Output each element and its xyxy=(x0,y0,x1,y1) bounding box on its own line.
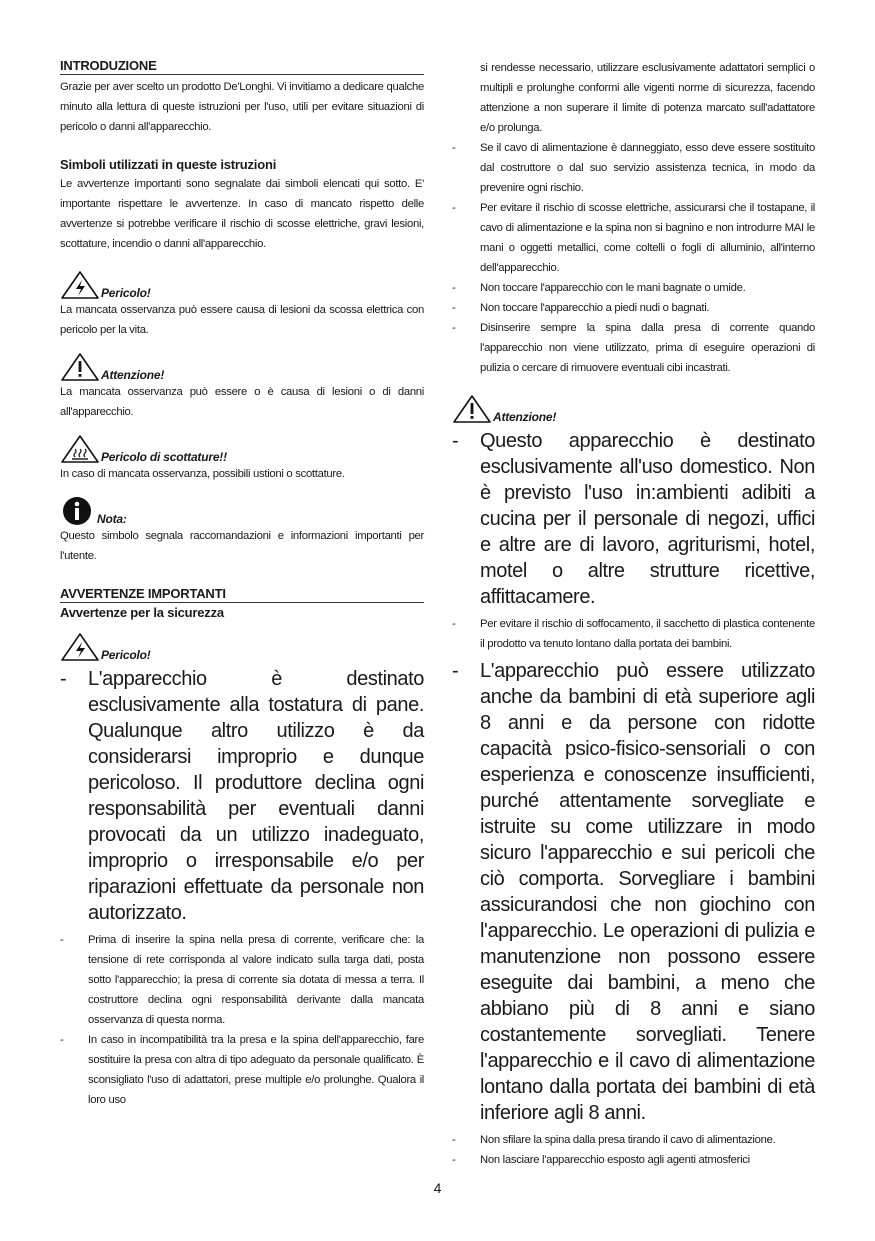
list-item: - Non sfilare la spina dalla presa tirando il cavo di alimentazione. xyxy=(452,1130,815,1150)
intro-paragraph: Grazie per aver scelto un prodotto De'Longhi. Vi invitiamo a dedicare qualche minuto alla lettura di queste istruzioni per l'uso, utili per evitare situazioni di pericolo o danni all'apparecchio. xyxy=(60,81,424,133)
list-item: - Se il cavo di alimentazione è danneggiato, esso deve essere sostituito dal costruttore o dal suo servizio assistenza tecnica, in modo da prevenire ogni rischio. xyxy=(452,138,815,198)
list-item: - Non lasciare l'apparecchio esposto agli agenti atmosferici xyxy=(452,1150,815,1170)
symbol-danger-text: La mancata osservanza può essere causa di lesioni da scossa elettrica con pericolo per la vita. xyxy=(60,304,424,336)
list-item: - Prima di inserire la spina nella presa di corrente, verificare che: la tensione di rete corrisponda al valore indicato sulla targa dati, posta sotto l'apparecchio; la presa di corrente sia dotata di messa a terra. Il costruttore declina ogni responsabilità derivante dalla mancata osservanza di questa norma. xyxy=(60,930,424,1030)
attention-header xyxy=(452,392,815,424)
safety-danger-header xyxy=(60,630,424,662)
symbol-attention-header xyxy=(60,350,424,382)
list-item: - In caso in incompatibilità tra la presa e la spina dell'apparecchio, fare sostituire la presa con altra di tipo adeguato da personale qualificato. È sconsigliato l'uso di adattatori, prese multiple e/o prolunghe. Qualora il loro uso xyxy=(60,1030,424,1110)
left-bullet-list xyxy=(60,666,424,1110)
list-item: - Non toccare l'apparecchio a piedi nudi o bagnati. xyxy=(452,298,815,318)
list-item: - L'apparecchio è destinato esclusivamente alla tostatura di pane. Qualunque altro utilizzo è da considerarsi improprio e dunque pericoloso. Il produttore declina ogni responsabilità per eventuali danni provocati da un utilizzo inadeguato, improprio o irresponsabile e/o per riparazioni effettuate da personale non autorizzato. xyxy=(60,666,424,926)
symbol-danger-header xyxy=(60,268,424,300)
symbols-heading: Simboli utilizzati in queste istruzioni xyxy=(60,157,277,172)
symbols-paragraph: Le avvertenze importanti sono segnalate dai simboli elencati qui sotto. E' importante rispettare le avvertenze. In caso di mancato rispetto delle avvertenze si potrebbe verificare il rischio di scosse elettriche, gravi lesioni, scottature, incendio o danni all'apparecchio. xyxy=(60,178,424,250)
list-item: - Per evitare il rischio di soffocamento, il sacchetto di plastica contenente il prodotto va tenuto lontano dalla portata dei bambini. xyxy=(452,614,815,654)
list-item: - Per evitare il rischio di scosse elettriche, assicurarsi che il tostapane, il cavo di alimentazione e la spina non si bagnino e non introdurre MAI le mani o oggetti metallici, come coltelli o fogli di alluminio, all'interno dell'apparecchio. xyxy=(452,198,815,278)
hot-surface-icon xyxy=(60,434,100,464)
symbol-note-label: Nota: xyxy=(97,512,127,526)
symbol-note-header xyxy=(60,494,424,526)
safety-danger-label: Pericolo! xyxy=(101,648,151,662)
info-icon xyxy=(60,496,96,526)
symbol-attention-label: Attenzione! xyxy=(101,368,165,382)
safety-heading: Avvertenze per la sicurezza xyxy=(60,605,224,620)
symbol-hot-label: Pericolo di scottature!! xyxy=(101,450,227,464)
list-item: - Non toccare l'apparecchio con le mani bagnate o umide. xyxy=(452,278,815,298)
list-item: - L'apparecchio può essere utilizzato anche da bambini di età superiore agli 8 anni e da persone con ridotte capacità psico-fisico-sensoriali o con esperienza e conoscenze insufficienti, purché attentamente sorvegliate e istruite su come utilizzare in modo sicuro l'apparecchio e sui pericoli che ciò comporta. Sorvegliare i bambini assicurandosi che non giochino con l'apparecchio. Le operazioni di pulizia e manutenzione non possono essere eseguite dai bambini, a meno che abbiano più di 8 anni e siano costantemente sorvegliati. Tenere l'apparecchio e il cavo di alimentazione lontano dalla portata dei bambini di età inferiore agli 8 anni. xyxy=(452,658,815,1126)
list-item: - Disinserire sempre la spina dalla presa di corrente quando l'apparecchio non viene utilizzato, prima di eseguire operazioni di pulizia o cercare di rimuovere eventuali cibi incastrati. xyxy=(452,318,815,378)
symbol-hot-header xyxy=(60,432,424,464)
symbol-hot-text: In caso di mancata osservanza, possibili ustioni o scottature. xyxy=(60,468,345,480)
attention-label: Attenzione! xyxy=(493,410,557,424)
warnings-heading: AVVERTENZE IMPORTANTI xyxy=(60,586,424,603)
electric-danger-icon xyxy=(60,632,100,662)
continuation-text: si rendesse necessario, utilizzare esclusivamente adattatori semplici o multipli e prolunghe conformi alle vigenti norme di sicurezza, facendo attenzione a non superare il limite di potenza marcato sull'adattatore e/o prolunga. xyxy=(480,62,815,134)
electric-danger-icon xyxy=(60,270,100,300)
warning-icon xyxy=(452,394,492,424)
left-column xyxy=(60,58,424,1110)
warning-icon xyxy=(60,352,100,382)
symbol-danger-label: Pericolo! xyxy=(101,286,151,300)
intro-heading: INTRODUZIONE xyxy=(60,58,424,75)
symbol-attention-text: La mancata osservanza può essere o è causa di lesioni o di danni all'apparecchio. xyxy=(60,386,424,418)
symbol-note-text: Questo simbolo segnala raccomandazioni e informazioni importanti per l'utente. xyxy=(60,530,424,562)
right-bullet-list-b xyxy=(452,428,815,1170)
right-column xyxy=(452,58,815,1170)
list-item: - Questo apparecchio è destinato esclusivamente all'uso domestico. Non è previsto l'uso in:ambienti adibiti a cucina per il personale di negozi, uffici e altre are di lavoro, agriturismi, hotel, motel o altre strutture ricettive, affittacamere. xyxy=(452,428,815,610)
right-bullet-list-a xyxy=(452,58,815,378)
page-number: 4 xyxy=(433,1180,442,1196)
